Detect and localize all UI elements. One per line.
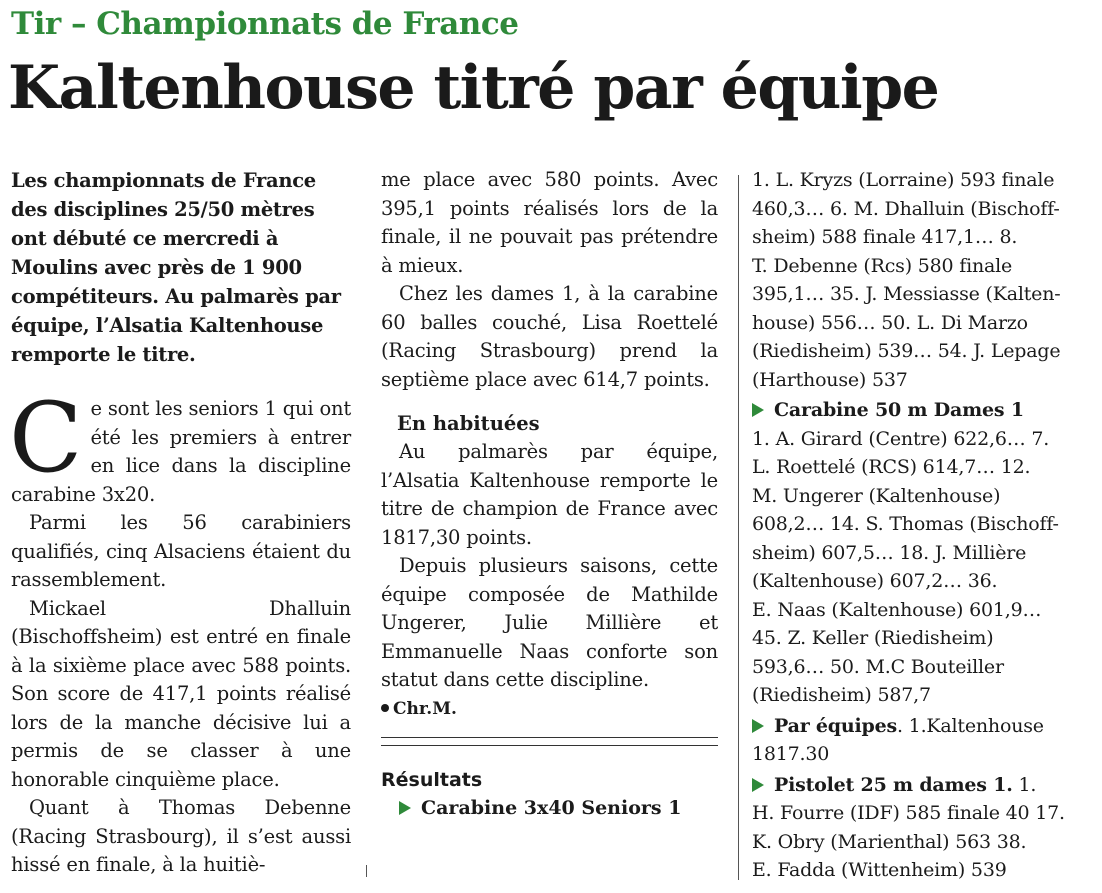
result-line: H. Fourre (IDF) 585 finale 40 17.	[752, 802, 1065, 824]
result-line: 1. A. Girard (Centre) 622,6… 7.	[752, 427, 1050, 450]
column-2	[381, 166, 718, 822]
result-line: 460,3… 6. M. Dhalluin (Bischoff-	[752, 197, 1060, 220]
result-line: L. Roettelé (RCS) 614,7… 12.	[752, 456, 1031, 478]
body-paragraph: Quant à Thomas Debenne (Racing Strasbourg), il s’est aussi hissé en finale, à la huitiè-	[11, 796, 351, 876]
category-label: Par équipes	[774, 714, 897, 737]
result-line: sheim) 607,5… 18. J. Millière	[752, 541, 1027, 564]
first-paragraph	[9, 382, 351, 509]
lead-paragraph: Les championnats de France des disciplines 25/50 mètres ont débuté ce mercredi à Moulins avec près de 1 900 compétiteurs. Au palmarès par équipe, l’Alsatia Kaltenhouse remporte le titre.	[11, 169, 341, 366]
results-list-carabine-50m	[752, 425, 1097, 710]
kicker: Tir – Championnats de France	[11, 6, 519, 42]
results-category	[381, 794, 718, 823]
results-list-carabine-3x40	[752, 166, 1097, 394]
results-category	[752, 771, 1097, 800]
result-line: 395,1… 35. J. Messiasse (Kalten-	[752, 283, 1061, 305]
green-triangle-bullet-icon	[399, 801, 411, 815]
result-line: E. Naas (Kaltenhouse) 601,9…	[752, 598, 1042, 621]
category-label: Pistolet 25 m dames 1.	[774, 773, 1013, 796]
body-paragraph: e sont les seniors 1 qui ont été les premiers à entrer en lice dans la discipline carabine 3x20.	[11, 397, 351, 506]
column-divider	[366, 865, 367, 877]
green-triangle-bullet-icon	[752, 719, 764, 733]
green-triangle-bullet-icon	[752, 403, 764, 417]
body-paragraph: Chez les dames 1, à la carabine 60 balles couché, Lisa Roettelé (Racing Strasbourg) prend la septième place avec 614,7 points.	[381, 282, 718, 391]
column-divider	[738, 175, 739, 880]
signature	[381, 695, 718, 723]
headline: Kaltenhouse titré par équipe	[8, 53, 939, 123]
column-3	[752, 166, 1097, 885]
results-title: Résultats	[381, 768, 483, 791]
body-paragraph: Parmi les 56 carabiniers qualifiés, cinq Alsaciens étaient du rassemblement.	[11, 511, 351, 591]
result-line: M. Ungerer (Kaltenhouse)	[752, 484, 1001, 507]
results-list-pistolet	[752, 799, 1097, 885]
result-line: 593,6… 50. M.C Bouteiller	[752, 655, 1004, 678]
result-line: 45. Z. Keller (Riedisheim)	[752, 627, 994, 649]
signature-text: Chr.M.	[393, 698, 457, 719]
category-label: Carabine 50 m Dames 1	[774, 399, 1024, 421]
result-line: E. Fadda (Wittenheim) 539	[752, 859, 1007, 881]
result-line: (Kaltenhouse) 607,2… 36.	[752, 570, 998, 592]
result-line: 1. L. Kryzs (Lorraine) 593 finale	[752, 169, 1055, 191]
results-category	[752, 712, 1097, 741]
result-line: house) 556… 50. L. Di Marzo	[752, 311, 1028, 334]
result-line: (Riedisheim) 539… 54. J. Lepage	[752, 340, 1061, 362]
category-rest: . 1.Kaltenhouse	[897, 714, 1044, 737]
category-label: Carabine 3x40 Seniors 1	[421, 796, 682, 819]
body-paragraph: Mickael Dhalluin (Bischoffsheim) est entré en finale à la sixième place avec 588 points. Son score de 417,1 points réalisé lors de la manche décisive lui a permis de se classer à une honorable cinquième place.	[11, 596, 351, 791]
section-rule	[381, 737, 718, 746]
subheading: En habituées	[397, 412, 540, 435]
results-category	[752, 396, 1097, 425]
body-paragraph: Depuis plusieurs saisons, cette équipe composée de Mathilde Ungerer, Julie Millière et Emmanuelle Naas conforte son statut dans cette discipline.	[381, 554, 718, 691]
result-line: 1817.30	[752, 743, 830, 765]
result-line: 608,2… 14. S. Thomas (Bischoff-	[752, 513, 1059, 535]
body-paragraph: me place avec 580 points. Avec 395,1 points réalisés lors de la finale, il ne pouvait pas prétendre à mieux.	[381, 168, 718, 277]
drop-cap: C	[9, 382, 83, 494]
column-1	[11, 166, 351, 880]
result-line: T. Debenne (Rcs) 580 finale	[752, 254, 1013, 277]
result-line: (Harthouse) 537	[752, 368, 908, 391]
result-line: K. Obry (Marienthal) 563 38.	[752, 830, 1027, 853]
category-rest: 1.	[1012, 773, 1037, 796]
result-line: (Riedisheim) 587,7	[752, 684, 931, 706]
result-line: sheim) 588 finale 417,1… 8.	[752, 226, 1018, 248]
body-paragraph: Au palmarès par équipe, l’Alsatia Kaltenhouse remporte le titre de champion de France avec 1817,30 points.	[381, 440, 718, 549]
green-triangle-bullet-icon	[752, 778, 764, 792]
black-dot-icon	[381, 704, 389, 712]
